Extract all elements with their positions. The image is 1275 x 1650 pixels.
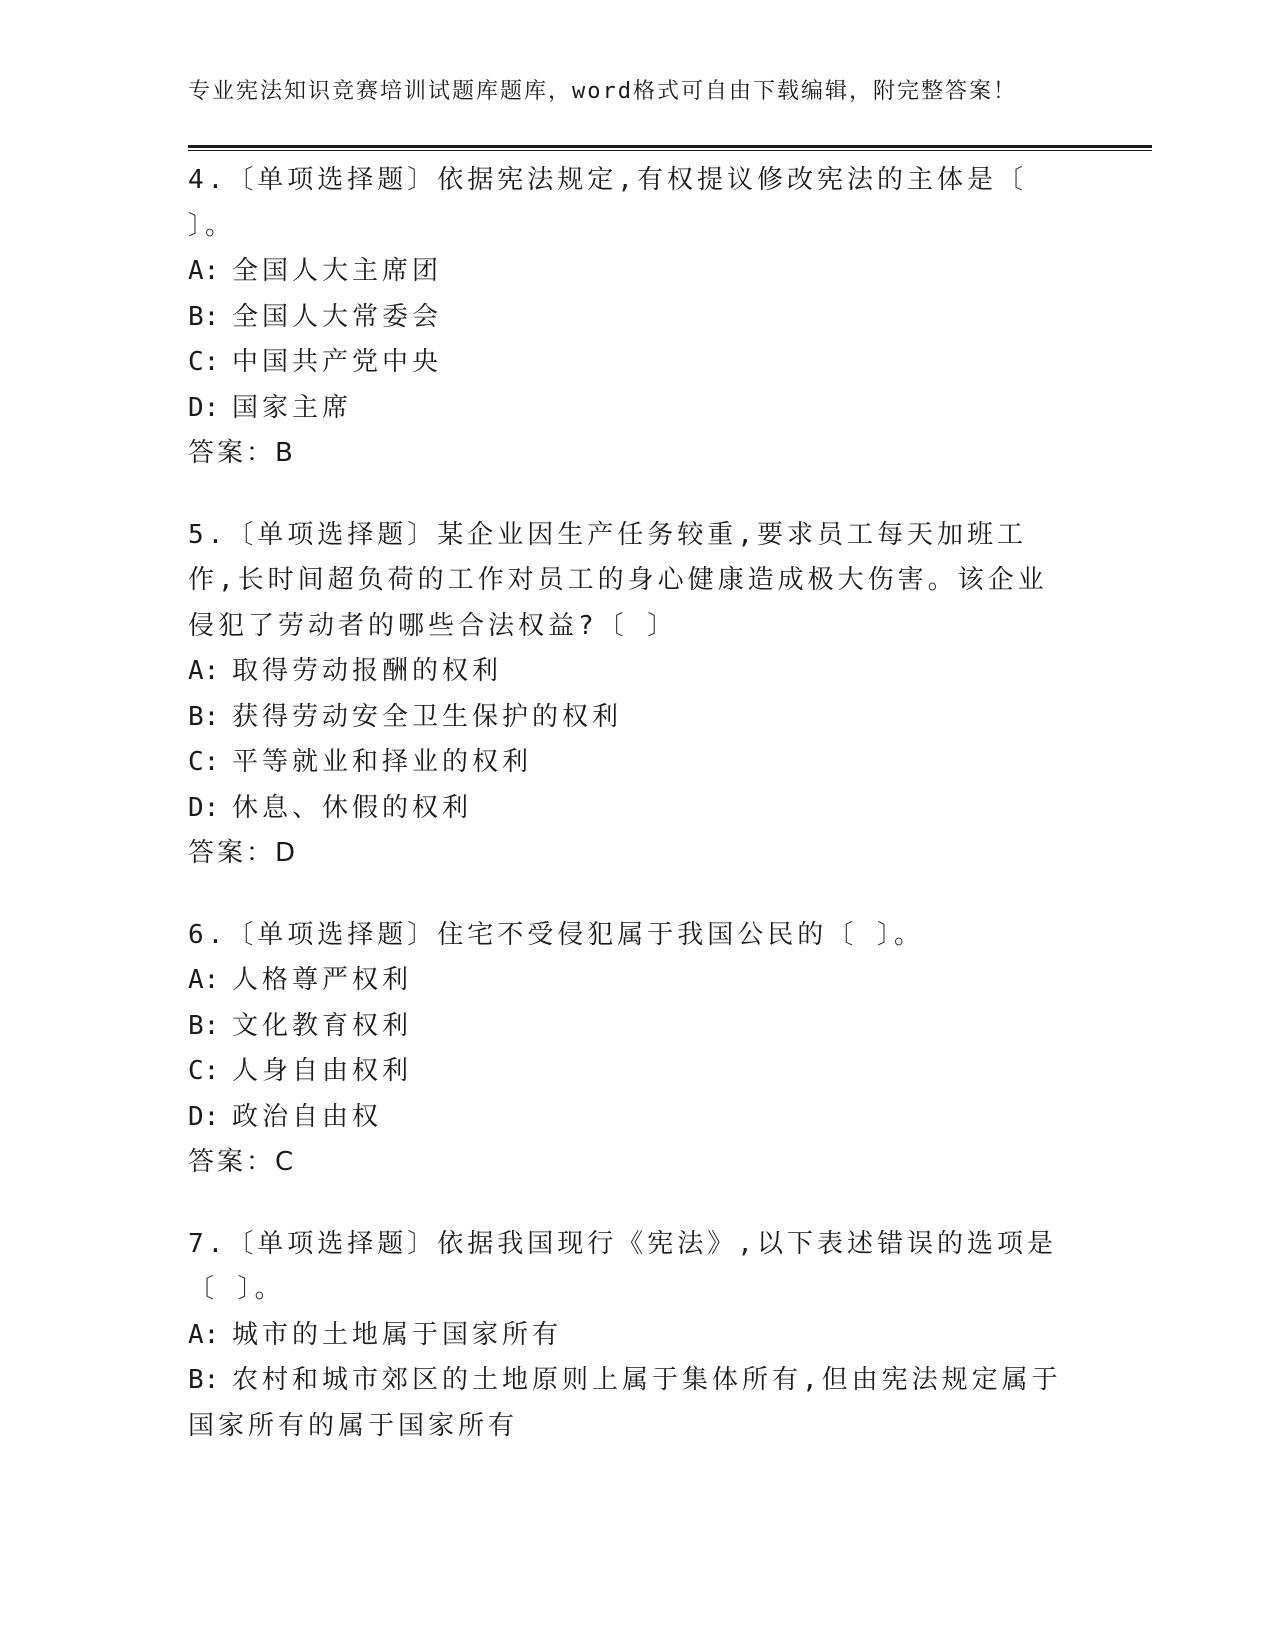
option-d [188,1095,1068,1141]
option-a [188,649,1068,695]
option-d [188,386,1068,432]
option-letter: C: [188,347,220,377]
question-text: 7.〔单项选择题〕依据我国现行《宪法》,以下表述错误的选项是〔 〕。 [188,1228,1057,1304]
question-list [188,158,1068,1485]
answer-line: 答案：C [188,1147,297,1177]
option-b [188,295,1068,341]
option-letter: A: [188,656,220,686]
question-6 [188,913,1068,1186]
option-a [188,958,1068,1004]
option-text: 人格尊严权利 [232,965,413,995]
option-text: 农村和城市郊区的土地原则上属于集体所有,但由宪法规定属于国家所有的属于国家所有 [188,1365,1062,1441]
option-text: 全国人大常委会 [232,301,443,332]
option-letter: B: [188,1365,220,1395]
option-text: 休息、休假的权利 [232,792,473,823]
option-text: 平等就业和择业的权利 [232,747,533,777]
option-letter: A: [188,256,220,286]
option-text: 全国人大主席团 [232,256,443,286]
header-rule-thin [188,150,1152,151]
option-c [188,340,1068,386]
option-c [188,740,1068,786]
option-letter: D: [188,1101,220,1132]
question-7 [188,1222,1068,1450]
option-text: 文化教育权利 [232,1010,413,1041]
question-5 [188,513,1068,877]
option-a [188,1313,1068,1359]
option-b [188,695,1068,741]
answer-line: 答案：B [188,438,296,468]
option-c [188,1049,1068,1095]
page-header: 专业宪法知识竞赛培训试题库题库，word格式可自由下载编辑，附完整答案！ [188,79,1017,104]
option-letter: A: [188,1319,220,1350]
option-letter: A: [188,965,220,995]
option-text: 获得劳动安全卫生保护的权利 [232,701,623,732]
option-a [188,249,1068,295]
option-letter: D: [188,792,220,823]
option-letter: B: [188,701,220,732]
question-4 [188,158,1068,477]
option-text: 国家主席 [232,392,353,423]
option-d [188,786,1068,832]
option-text: 人身自由权利 [232,1056,413,1086]
option-letter: B: [188,301,220,332]
option-letter: C: [188,1056,220,1086]
header-rule-thick [188,145,1152,148]
option-letter: C: [188,747,220,777]
option-letter: D: [188,392,220,423]
answer-line: 答案：D [188,838,299,868]
option-text: 城市的土地属于国家所有 [232,1319,563,1350]
option-text: 取得劳动报酬的权利 [232,656,503,686]
option-letter: B: [188,1010,220,1041]
question-text: 6.〔单项选择题〕住宅不受侵犯属于我国公民的〔 〕。 [188,919,924,950]
option-b [188,1004,1068,1050]
question-text: 5.〔单项选择题〕某企业因生产任务较重,要求员工每天加班工作,长时间超负荷的工作对员工的身心健康造成极大伤害。该企业侵犯了劳动者的哪些合法权益?〔 〕 [188,519,1048,641]
option-text: 政治自由权 [232,1101,383,1132]
option-text: 中国共产党中央 [232,347,443,377]
option-b [188,1358,1068,1449]
question-text: 4.〔单项选择题〕依据宪法规定,有权提议修改宪法的主体是〔 〕。 [188,165,1027,241]
